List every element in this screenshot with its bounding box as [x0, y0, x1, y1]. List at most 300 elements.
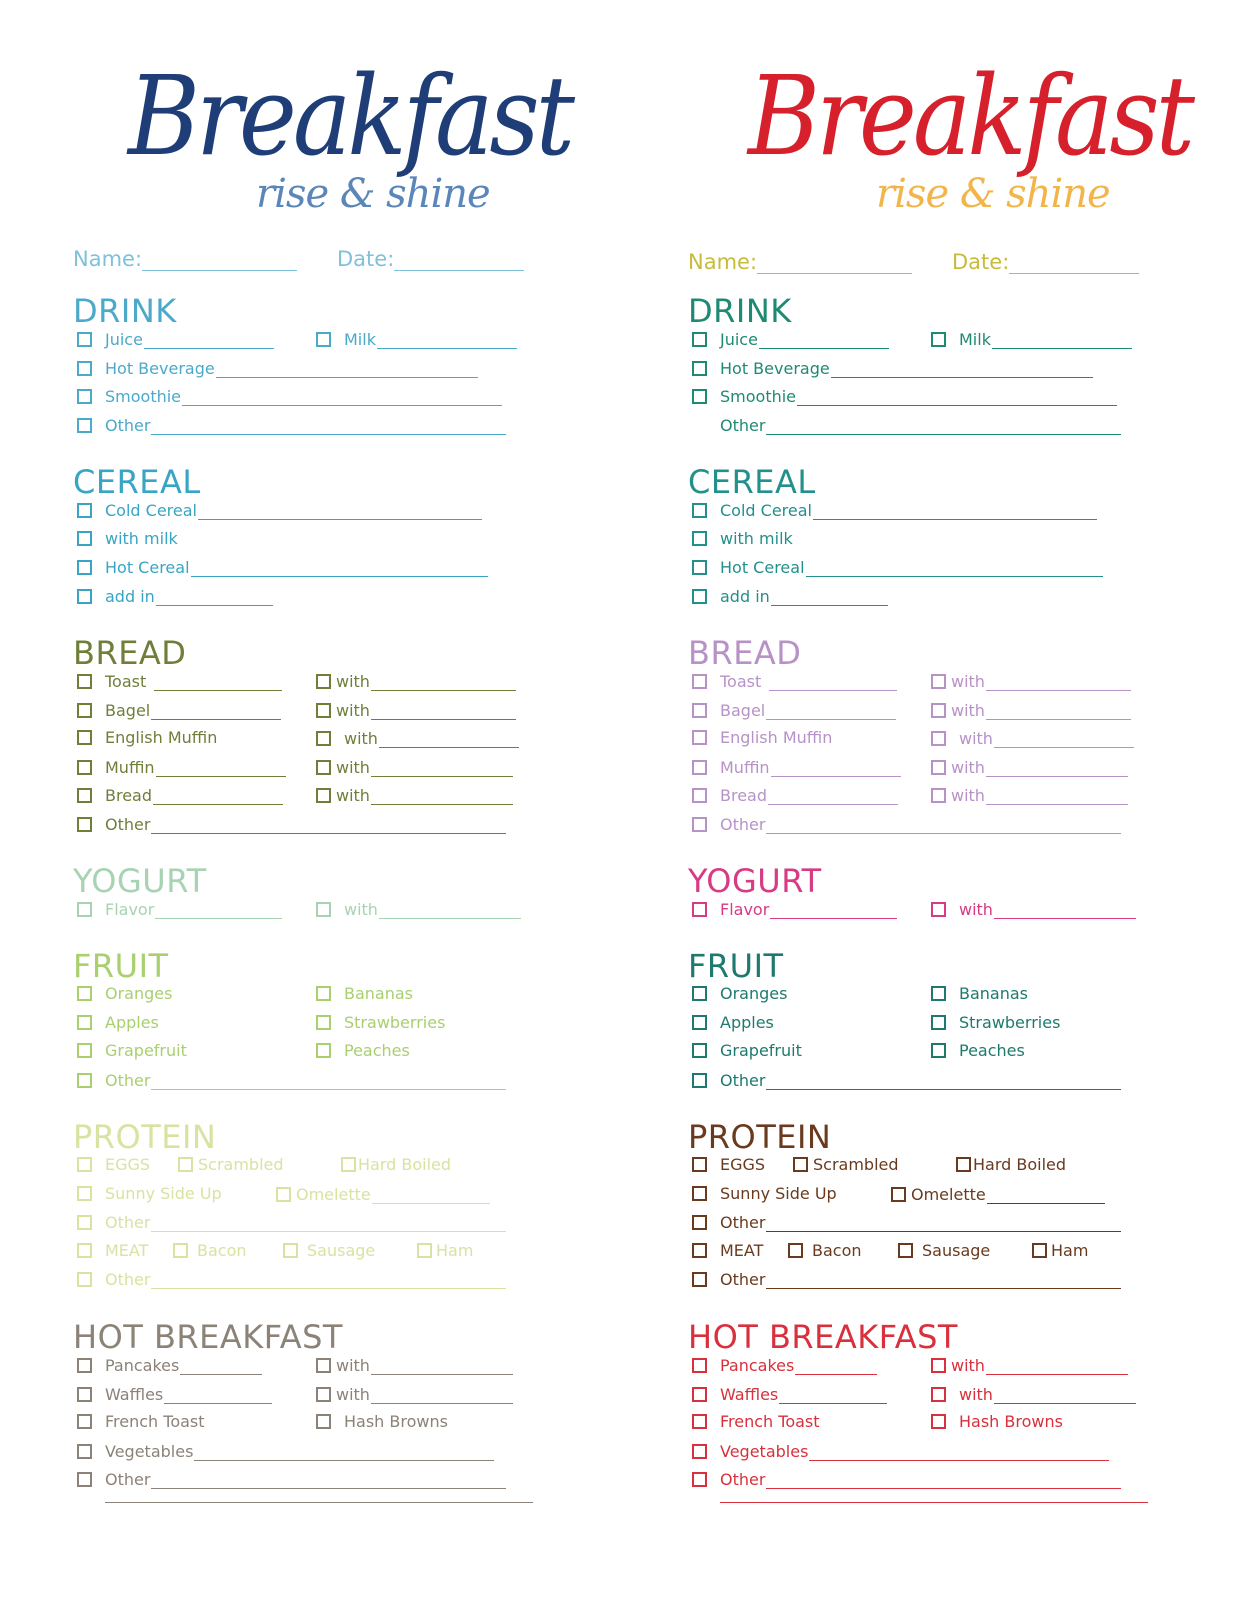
- meat-other-checkbox[interactable]: [692, 1272, 707, 1287]
- bacon-checkbox[interactable]: [788, 1243, 803, 1258]
- toast-with-item[interactable]: [316, 671, 516, 691]
- scrambled-label: Scrambled: [813, 1155, 899, 1174]
- juice-label: Juice: [105, 330, 143, 349]
- french-toast-checkbox[interactable]: [77, 1414, 92, 1429]
- meat-label: MEAT: [720, 1241, 764, 1260]
- meat-other-blank[interactable]: [766, 1269, 1121, 1289]
- bread-other-label: Other: [105, 815, 151, 834]
- meat-item[interactable]: [77, 1241, 148, 1260]
- bagel-blank[interactable]: [766, 700, 896, 720]
- fruit-title: FRUIT: [688, 947, 784, 985]
- bananas-item[interactable]: [316, 984, 413, 1003]
- hot-other-checkbox[interactable]: [692, 1472, 707, 1487]
- oranges-item[interactable]: [692, 984, 787, 1003]
- smoothie-checkbox[interactable]: [692, 389, 707, 404]
- yogurt-with-item[interactable]: [931, 899, 1136, 919]
- waffles-with-label: with: [336, 1385, 370, 1404]
- bread-with-blank[interactable]: [371, 785, 513, 805]
- hot-beverage-label: Hot Beverage: [720, 359, 830, 378]
- hard-boiled-checkbox[interactable]: [341, 1157, 356, 1172]
- bread-other-item[interactable]: [77, 814, 506, 834]
- pancakes-blank[interactable]: [180, 1355, 262, 1375]
- flavor-item[interactable]: [77, 899, 282, 919]
- pancakes-with-blank[interactable]: [371, 1355, 513, 1375]
- peaches-checkbox[interactable]: [316, 1043, 331, 1058]
- apples-item[interactable]: [77, 1013, 159, 1032]
- cereal-title: CEREAL: [688, 463, 816, 501]
- waffles-label: Waffles: [105, 1385, 164, 1404]
- add-in-blank[interactable]: [771, 586, 888, 606]
- grapefruit-item[interactable]: [692, 1041, 802, 1060]
- toast-item[interactable]: [77, 671, 282, 691]
- date-field[interactable]: [952, 250, 1139, 274]
- cold-cereal-blank[interactable]: [198, 500, 482, 520]
- oranges-item[interactable]: [77, 984, 172, 1003]
- smoothie-blank[interactable]: [797, 386, 1117, 406]
- muffin-checkbox[interactable]: [692, 760, 707, 775]
- protein-other-item[interactable]: [692, 1212, 1121, 1232]
- add-in-checkbox[interactable]: [77, 589, 92, 604]
- milk-checkbox[interactable]: [316, 332, 331, 347]
- strawberries-checkbox[interactable]: [316, 1015, 331, 1030]
- apples-label: Apples: [720, 1013, 774, 1032]
- hash-browns-item[interactable]: [316, 1412, 448, 1431]
- milk-blank[interactable]: [992, 329, 1132, 349]
- hot-cereal-checkbox[interactable]: [692, 560, 707, 575]
- bagel-with-blank[interactable]: [986, 700, 1131, 720]
- hot-cereal-item[interactable]: [77, 557, 488, 577]
- cold-cereal-label: Cold Cereal: [105, 501, 197, 520]
- meat-checkbox[interactable]: [692, 1243, 707, 1258]
- hot-beverage-checkbox[interactable]: [77, 361, 92, 376]
- protein-other-item[interactable]: [77, 1212, 506, 1232]
- sausage-label: Sausage: [922, 1241, 991, 1260]
- meat-other-blank[interactable]: [151, 1269, 506, 1289]
- hot-cereal-checkbox[interactable]: [77, 560, 92, 575]
- oranges-checkbox[interactable]: [77, 986, 92, 1001]
- vegetables-checkbox[interactable]: [77, 1444, 92, 1459]
- toast-blank[interactable]: [154, 671, 282, 691]
- toast-blank[interactable]: [769, 671, 897, 691]
- juice-item[interactable]: [77, 329, 274, 349]
- bread-with-item[interactable]: [316, 785, 513, 805]
- waffles-with-item[interactable]: [931, 1384, 1136, 1404]
- bacon-checkbox[interactable]: [173, 1243, 188, 1258]
- add-in-checkbox[interactable]: [692, 589, 707, 604]
- add-in-item[interactable]: [77, 586, 273, 606]
- drink-other-blank[interactable]: [151, 415, 506, 435]
- fruit-other-label: Other: [720, 1071, 766, 1090]
- eggs-item[interactable]: [692, 1155, 765, 1174]
- waffles-with-blank[interactable]: [994, 1384, 1136, 1404]
- toast-with-item[interactable]: [931, 671, 1131, 691]
- meat-other-item[interactable]: [77, 1269, 506, 1289]
- protein-other-checkbox[interactable]: [692, 1215, 707, 1230]
- vegetables-blank[interactable]: [809, 1441, 1109, 1461]
- apples-checkbox[interactable]: [77, 1015, 92, 1030]
- muffin-with-item[interactable]: [316, 757, 513, 777]
- pancakes-item[interactable]: [77, 1355, 262, 1375]
- milk-blank[interactable]: [377, 329, 517, 349]
- flavor-label: Flavor: [105, 900, 155, 919]
- cold-cereal-checkbox[interactable]: [692, 503, 707, 518]
- strawberries-item[interactable]: [316, 1013, 445, 1032]
- toast-item[interactable]: [692, 671, 897, 691]
- muffin-with-blank[interactable]: [986, 757, 1128, 777]
- french-toast-item[interactable]: [77, 1412, 205, 1431]
- name-label: Name:: [73, 247, 143, 271]
- english-muffin-with-item[interactable]: [316, 728, 519, 748]
- hard-boiled-item[interactable]: [341, 1155, 451, 1174]
- protein-other-label: Other: [105, 1213, 151, 1232]
- pancakes-with-item[interactable]: [931, 1355, 1128, 1375]
- extra-blank-line[interactable]: [720, 1501, 1148, 1503]
- bread-label: Bread: [105, 786, 153, 805]
- hot-beverage-blank[interactable]: [216, 358, 478, 378]
- bread-other-item[interactable]: [692, 814, 1121, 834]
- juice-blank[interactable]: [144, 329, 274, 349]
- fruit-other-checkbox[interactable]: [692, 1073, 707, 1088]
- protein-other-checkbox[interactable]: [77, 1215, 92, 1230]
- hash-browns-item[interactable]: [931, 1412, 1063, 1431]
- hot-other-blank[interactable]: [151, 1469, 506, 1489]
- with-milk-item[interactable]: [692, 529, 793, 548]
- muffin-with-blank[interactable]: [371, 757, 513, 777]
- vegetables-item[interactable]: [692, 1441, 1109, 1461]
- smoothie-item[interactable]: [692, 386, 1117, 406]
- yogurt-with-blank[interactable]: [379, 899, 521, 919]
- sausage-checkbox[interactable]: [283, 1243, 298, 1258]
- bacon-item[interactable]: [788, 1241, 862, 1260]
- yogurt-title: YOGURT: [73, 862, 207, 900]
- muffin-with-checkbox[interactable]: [931, 760, 946, 775]
- date-blank[interactable]: [1009, 252, 1139, 274]
- pancakes-checkbox[interactable]: [77, 1358, 92, 1373]
- bagel-checkbox[interactable]: [77, 703, 92, 718]
- scrambled-checkbox[interactable]: [793, 1157, 808, 1172]
- scrambled-checkbox[interactable]: [178, 1157, 193, 1172]
- name-blank[interactable]: [142, 249, 297, 271]
- waffles-with-checkbox[interactable]: [316, 1387, 331, 1402]
- bread-item[interactable]: [77, 785, 283, 805]
- fruit-other-item[interactable]: [77, 1070, 506, 1090]
- bread-checkbox[interactable]: [77, 788, 92, 803]
- milk-item[interactable]: [931, 329, 1132, 349]
- grapefruit-checkbox[interactable]: [77, 1043, 92, 1058]
- waffles-label: Waffles: [720, 1385, 779, 1404]
- cold-cereal-blank[interactable]: [813, 500, 1097, 520]
- oranges-label: Oranges: [720, 984, 788, 1003]
- english-muffin-item[interactable]: [692, 728, 832, 747]
- meat-item[interactable]: [692, 1241, 763, 1260]
- muffin-item[interactable]: [77, 757, 286, 777]
- milk-label: Milk: [959, 330, 991, 349]
- omelette-blank[interactable]: [987, 1184, 1105, 1204]
- hot-cereal-blank[interactable]: [191, 557, 488, 577]
- protein-title: PROTEIN: [688, 1118, 832, 1156]
- pancakes-checkbox[interactable]: [692, 1358, 707, 1373]
- omelette-blank[interactable]: [372, 1184, 490, 1204]
- bananas-item[interactable]: [931, 984, 1028, 1003]
- bagel-blank[interactable]: [151, 700, 281, 720]
- toast-checkbox[interactable]: [77, 674, 92, 689]
- with-milk-item[interactable]: [77, 529, 178, 548]
- hot-other-blank[interactable]: [766, 1469, 1121, 1489]
- flavor-item[interactable]: [692, 899, 897, 919]
- pancakes-blank[interactable]: [795, 1355, 877, 1375]
- hash-browns-checkbox[interactable]: [316, 1414, 331, 1429]
- apples-item[interactable]: [692, 1013, 774, 1032]
- muffin-with-item[interactable]: [931, 757, 1128, 777]
- cold-cereal-item[interactable]: [77, 500, 482, 520]
- hot-other-item[interactable]: [77, 1469, 506, 1489]
- vegetables-blank[interactable]: [194, 1441, 494, 1461]
- scrambled-item[interactable]: [793, 1155, 899, 1174]
- ham-item[interactable]: [1032, 1241, 1088, 1260]
- bread-with-blank[interactable]: [986, 785, 1128, 805]
- vegetables-checkbox[interactable]: [692, 1444, 707, 1459]
- bacon-item[interactable]: [173, 1241, 247, 1260]
- toast-label: Toast: [720, 672, 762, 691]
- drink-other-item[interactable]: [77, 415, 506, 435]
- sausage-item[interactable]: [898, 1241, 990, 1260]
- milk-checkbox[interactable]: [931, 332, 946, 347]
- pancakes-with-item[interactable]: [316, 1355, 513, 1375]
- with-milk-checkbox[interactable]: [692, 531, 707, 546]
- bananas-checkbox[interactable]: [931, 986, 946, 1001]
- date-field[interactable]: [337, 247, 524, 271]
- yogurt-with-checkbox[interactable]: [316, 902, 331, 917]
- bread-blank[interactable]: [153, 785, 283, 805]
- muffin-item[interactable]: [692, 757, 901, 777]
- waffles-with-blank[interactable]: [371, 1384, 513, 1404]
- toast-with-blank[interactable]: [986, 671, 1131, 691]
- oranges-checkbox[interactable]: [692, 986, 707, 1001]
- english-muffin-with-label: with: [959, 729, 993, 748]
- flavor-blank[interactable]: [770, 899, 897, 919]
- extra-blank-line[interactable]: [105, 1501, 533, 1503]
- waffles-item[interactable]: [692, 1384, 887, 1404]
- waffles-item[interactable]: [77, 1384, 272, 1404]
- meat-checkbox[interactable]: [77, 1243, 92, 1258]
- peaches-item[interactable]: [931, 1041, 1025, 1060]
- bagel-with-blank[interactable]: [371, 700, 516, 720]
- smoothie-checkbox[interactable]: [77, 389, 92, 404]
- bagel-with-item[interactable]: [316, 700, 516, 720]
- eggs-checkbox[interactable]: [692, 1157, 707, 1172]
- smoothie-blank[interactable]: [182, 386, 502, 406]
- sunny-item[interactable]: [692, 1184, 837, 1203]
- fruit-other-item[interactable]: [692, 1070, 1121, 1090]
- name-field[interactable]: [73, 247, 297, 271]
- waffles-blank[interactable]: [779, 1384, 887, 1404]
- fruit-other-blank[interactable]: [151, 1070, 506, 1090]
- with-milk-label: with milk: [105, 529, 178, 548]
- eggs-item[interactable]: [77, 1155, 150, 1174]
- muffin-blank[interactable]: [771, 757, 901, 777]
- english-muffin-label: English Muffin: [720, 728, 833, 747]
- hot-other-item[interactable]: [692, 1469, 1121, 1489]
- peaches-checkbox[interactable]: [931, 1043, 946, 1058]
- fruit-other-checkbox[interactable]: [77, 1073, 92, 1088]
- pancakes-with-checkbox[interactable]: [316, 1358, 331, 1373]
- flavor-checkbox[interactable]: [692, 902, 707, 917]
- yogurt-with-blank[interactable]: [994, 899, 1136, 919]
- toast-with-blank[interactable]: [371, 671, 516, 691]
- flavor-blank[interactable]: [155, 899, 282, 919]
- pancakes-item[interactable]: [692, 1355, 877, 1375]
- bagel-with-item[interactable]: [931, 700, 1131, 720]
- bread-with-label: with: [951, 786, 985, 805]
- bananas-checkbox[interactable]: [316, 986, 331, 1001]
- strawberries-label: Strawberries: [344, 1013, 446, 1032]
- cold-cereal-checkbox[interactable]: [77, 503, 92, 518]
- bagel-item[interactable]: [77, 700, 281, 720]
- hot-other-checkbox[interactable]: [77, 1472, 92, 1487]
- sunny-checkbox[interactable]: [77, 1186, 92, 1201]
- drink-other-checkbox[interactable]: [77, 418, 92, 433]
- muffin-with-checkbox[interactable]: [316, 760, 331, 775]
- hot-beverage-item[interactable]: [692, 358, 1093, 378]
- english-muffin-item[interactable]: [77, 728, 217, 747]
- french-toast-checkbox[interactable]: [692, 1414, 707, 1429]
- sunny-item[interactable]: [77, 1184, 222, 1203]
- toast-with-checkbox[interactable]: [316, 674, 331, 689]
- smoothie-item[interactable]: [77, 386, 502, 406]
- hard-boiled-item[interactable]: [956, 1155, 1066, 1174]
- meat-other-item[interactable]: [692, 1269, 1121, 1289]
- add-in-item[interactable]: [692, 586, 888, 606]
- waffles-with-checkbox[interactable]: [931, 1387, 946, 1402]
- waffles-blank[interactable]: [164, 1384, 272, 1404]
- bread-other-blank[interactable]: [151, 814, 506, 834]
- grapefruit-checkbox[interactable]: [692, 1043, 707, 1058]
- bread-label: Bread: [720, 786, 768, 805]
- toast-checkbox[interactable]: [692, 674, 707, 689]
- omelette-checkbox[interactable]: [891, 1187, 906, 1202]
- hash-browns-checkbox[interactable]: [931, 1414, 946, 1429]
- english-muffin-checkbox[interactable]: [77, 730, 92, 745]
- bagel-checkbox[interactable]: [692, 703, 707, 718]
- strawberries-checkbox[interactable]: [931, 1015, 946, 1030]
- hot-beverage-checkbox[interactable]: [692, 361, 707, 376]
- pancakes-with-checkbox[interactable]: [931, 1358, 946, 1373]
- muffin-label: Muffin: [105, 758, 155, 777]
- juice-checkbox[interactable]: [692, 332, 707, 347]
- english-muffin-with-blank[interactable]: [994, 728, 1134, 748]
- fruit-other-blank[interactable]: [766, 1070, 1121, 1090]
- toast-with-checkbox[interactable]: [931, 674, 946, 689]
- cold-cereal-item[interactable]: [692, 500, 1097, 520]
- with-milk-checkbox[interactable]: [77, 531, 92, 546]
- flavor-checkbox[interactable]: [77, 902, 92, 917]
- eggs-label: EGGS: [105, 1155, 151, 1174]
- protein-other-blank[interactable]: [151, 1212, 506, 1232]
- english-muffin-with-blank[interactable]: [379, 728, 519, 748]
- name-blank[interactable]: [757, 252, 912, 274]
- drink-other-label: Other: [105, 416, 151, 435]
- bread-with-item[interactable]: [931, 785, 1128, 805]
- bread-with-checkbox[interactable]: [931, 788, 946, 803]
- yogurt-with-checkbox[interactable]: [931, 902, 946, 917]
- omelette-item[interactable]: [276, 1184, 490, 1204]
- muffin-checkbox[interactable]: [77, 760, 92, 775]
- juice-checkbox[interactable]: [77, 332, 92, 347]
- muffin-blank[interactable]: [156, 757, 286, 777]
- date-label: Date:: [337, 247, 395, 271]
- eggs-checkbox[interactable]: [77, 1157, 92, 1172]
- sunny-checkbox[interactable]: [692, 1186, 707, 1201]
- ham-checkbox[interactable]: [1032, 1243, 1047, 1258]
- scrambled-item[interactable]: [178, 1155, 284, 1174]
- waffles-checkbox[interactable]: [77, 1387, 92, 1402]
- hot-beverage-item[interactable]: [77, 358, 478, 378]
- ham-item[interactable]: [417, 1241, 473, 1260]
- juice-item[interactable]: [692, 329, 889, 349]
- bread-other-checkbox[interactable]: [692, 817, 707, 832]
- bread-with-checkbox[interactable]: [316, 788, 331, 803]
- milk-label: Milk: [344, 330, 376, 349]
- sausage-item[interactable]: [283, 1241, 375, 1260]
- bread-other-checkbox[interactable]: [77, 817, 92, 832]
- juice-blank[interactable]: [759, 329, 889, 349]
- english-muffin-with-checkbox[interactable]: [316, 731, 331, 746]
- name-field[interactable]: [688, 250, 912, 274]
- vegetables-item[interactable]: [77, 1441, 494, 1461]
- bagel-with-checkbox[interactable]: [931, 703, 946, 718]
- hash-browns-label: Hash Browns: [344, 1412, 448, 1431]
- french-toast-item[interactable]: [692, 1412, 820, 1431]
- omelette-checkbox[interactable]: [276, 1187, 291, 1202]
- meat-other-checkbox[interactable]: [77, 1272, 92, 1287]
- waffles-checkbox[interactable]: [692, 1387, 707, 1402]
- muffin-with-label: with: [336, 758, 370, 777]
- hot-cereal-blank[interactable]: [806, 557, 1103, 577]
- bread-blank[interactable]: [768, 785, 898, 805]
- ham-checkbox[interactable]: [417, 1243, 432, 1258]
- bread-checkbox[interactable]: [692, 788, 707, 803]
- english-muffin-checkbox[interactable]: [692, 730, 707, 745]
- drink-other-item[interactable]: [692, 415, 1121, 435]
- omelette-item[interactable]: [891, 1184, 1105, 1204]
- add-in-blank[interactable]: [156, 586, 273, 606]
- pancakes-with-blank[interactable]: [986, 1355, 1128, 1375]
- peaches-item[interactable]: [316, 1041, 410, 1060]
- bagel-with-checkbox[interactable]: [316, 703, 331, 718]
- milk-item[interactable]: [316, 329, 517, 349]
- yogurt-with-item[interactable]: [316, 899, 521, 919]
- drink-other-blank[interactable]: [766, 415, 1121, 435]
- yogurt-with-label: with: [344, 900, 378, 919]
- waffles-with-item[interactable]: [316, 1384, 513, 1404]
- bread-other-blank[interactable]: [766, 814, 1121, 834]
- protein-other-blank[interactable]: [766, 1212, 1121, 1232]
- english-muffin-with-checkbox[interactable]: [931, 731, 946, 746]
- date-blank[interactable]: [394, 249, 524, 271]
- vegetables-label: Vegetables: [105, 1442, 194, 1461]
- hot-cereal-item[interactable]: [692, 557, 1103, 577]
- title-block: [748, 53, 1192, 227]
- apples-checkbox[interactable]: [692, 1015, 707, 1030]
- strawberries-item[interactable]: [931, 1013, 1060, 1032]
- english-muffin-with-item[interactable]: [931, 728, 1134, 748]
- grapefruit-item[interactable]: [77, 1041, 187, 1060]
- bread-item[interactable]: [692, 785, 898, 805]
- hard-boiled-checkbox[interactable]: [956, 1157, 971, 1172]
- sausage-checkbox[interactable]: [898, 1243, 913, 1258]
- bagel-item[interactable]: [692, 700, 896, 720]
- hot-beverage-blank[interactable]: [831, 358, 1093, 378]
